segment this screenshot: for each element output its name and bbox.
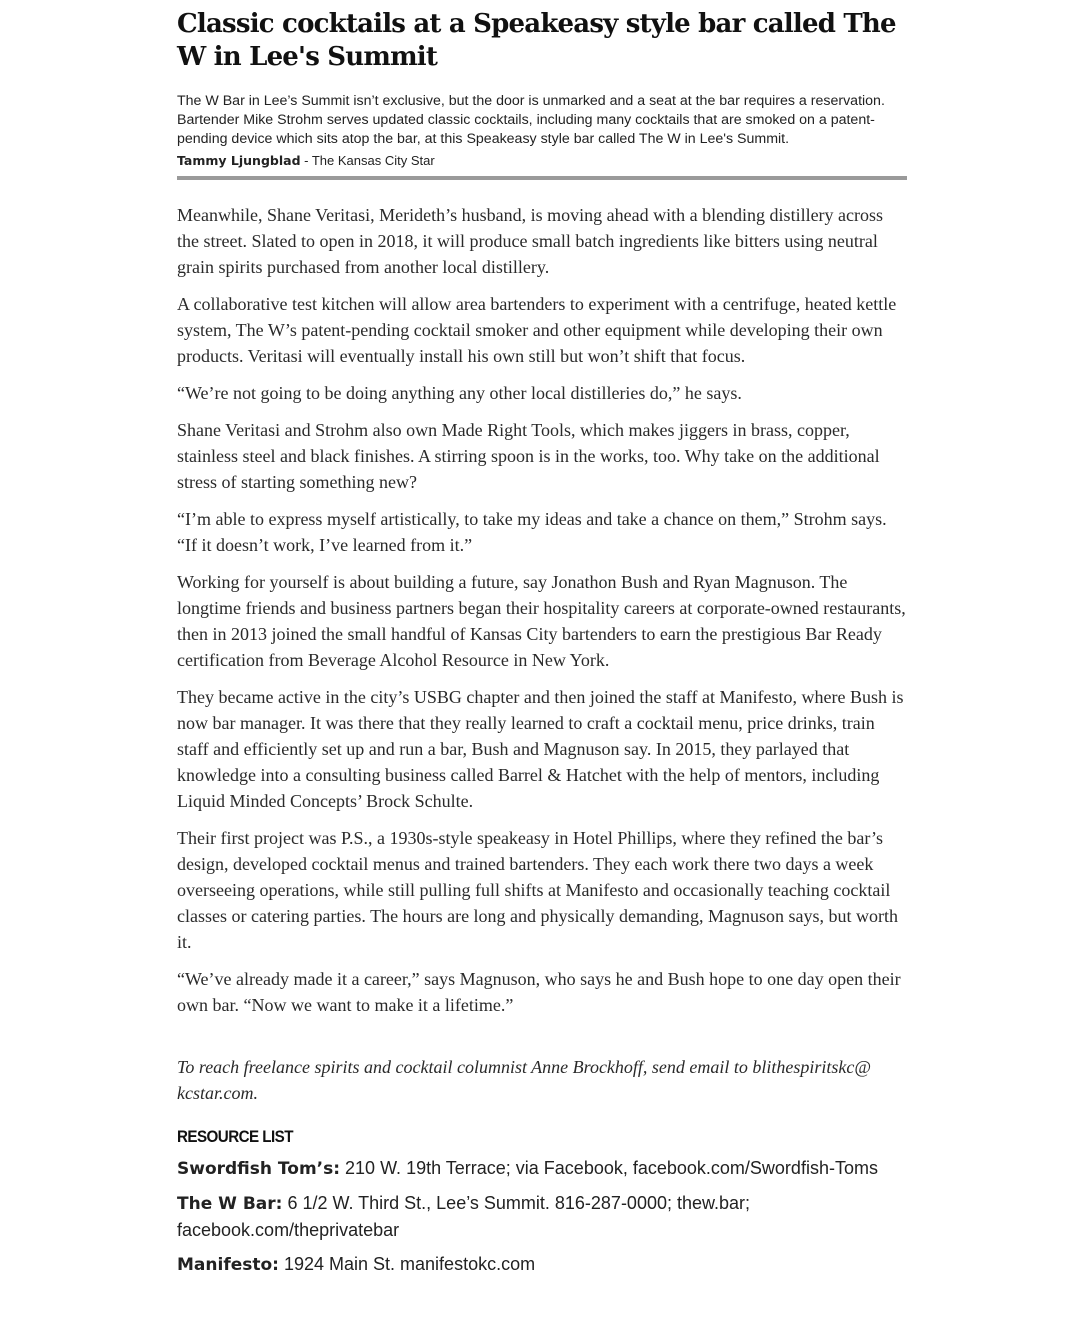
resource-name: Swordfish Tom’s: xyxy=(177,1159,341,1179)
body-paragraph: “I’m able to express myself artistically, to take my ideas and take a chance on them,” Strohm says. “If it doesn’t work, I’ve learned from it.” xyxy=(177,509,887,555)
article-column xyxy=(177,0,907,1278)
body-paragraph: Meanwhile, Shane Veritasi, Merideth’s husband, is moving ahead with a blending distillery across the street. Slated to open in 2018, it will produce small batch ingredients like bitters using neutral grain spirits purchased from another local distillery. xyxy=(177,205,884,277)
caption-divider xyxy=(177,176,907,180)
credit-source: - The Kansas City Star xyxy=(300,153,435,168)
body-paragraph: “We’re not going to be doing anything any other local distilleries do,” he says. xyxy=(177,383,742,403)
body-paragraph: Their first project was P.S., a 1930s-style speakeasy in Hotel Phillips, where they refined the bar’s design, developed cocktail menus and trained bartenders. They each work there two days a week overseeing operations, while still pulling full shifts at Manifesto and occasionally teaching cocktail classes or catering parties. The hours are long and physically demanding, Magnuson says, but worth it. xyxy=(177,828,899,952)
resource-detail: 1924 Main St. manifestokc.com xyxy=(278,1254,536,1274)
photo-credit xyxy=(177,153,907,168)
photographer-name: Tammy Ljungblad xyxy=(177,153,301,168)
resource-list-heading: RESOURCE LIST xyxy=(177,1128,293,1146)
body-paragraph: “We’ve already made it a career,” says Magnuson, who says he and Bush hope to one day open their own bar. “Now we want to make it a lifetime.” xyxy=(177,969,901,1015)
body-paragraph: Shane Veritasi and Strohm also own Made Right Tools, which makes jiggers in brass, copper, stainless steel and black finishes. A stirring spoon is in the works, too. Why take on the additional stress of starting something new? xyxy=(177,420,880,492)
resource-item xyxy=(177,1155,907,1182)
photo-headline: Classic cocktails at a Speakeasy style bar called The W in Lee's Summit xyxy=(177,9,896,72)
author-tagline: To reach freelance spirits and cocktail columnist Anne Brockhoff, send email to blithespiritskc@ kcstar.com. xyxy=(177,1057,871,1103)
photo-caption: The W Bar in Lee’s Summit isn’t exclusive, but the door is unmarked and a seat at the bar requires a reservation. Bartender Mike Strohm serves updated classic cocktails, including many cocktails that are smoked on a patent-pending device which sits atop the bar, at this Speakeasy style bar called The W in Lee's Summit. xyxy=(177,93,885,147)
resource-detail: 6 1/2 W. Third St., Lee’s Summit. 816-287-0000; thew.bar; facebook.com/theprivatebar xyxy=(177,1193,751,1240)
body-paragraph: A collaborative test kitchen will allow area bartenders to experiment with a centrifuge, heated kettle system, The W’s patent-pending cocktail smoker and other equipment while developing their own products. Veritasi will eventually install his own still but won’t shift that focus. xyxy=(177,294,897,366)
resource-name: Manifesto: xyxy=(177,1255,279,1275)
article-body xyxy=(177,202,907,1018)
resource-detail: 210 W. 19th Terrace; via Facebook, facebook.com/Swordfish-Toms xyxy=(340,1158,878,1178)
resource-item xyxy=(177,1190,907,1243)
body-paragraph: They became active in the city’s USBG chapter and then joined the staff at Manifesto, where Bush is now bar manager. It was there that they really learned to craft a cocktail menu, price drinks, train staff and efficiently set up and run a bar, Bush and Magnuson say. In 2015, they parlayed that knowledge into a consulting business called Barrel & Hatchet with the help of mentors, including Liquid Minded Concepts’ Brock Schulte. xyxy=(177,687,904,811)
resource-item xyxy=(177,1251,907,1278)
body-paragraph: Working for yourself is about building a future, say Jonathon Bush and Ryan Magnuson. The longtime friends and business partners began their hospitality careers at corporate-owned restaurants, then in 2013 joined the small handful of Kansas City bartenders to earn the prestigious Bar Ready certification from Beverage Alcohol Resource in New York. xyxy=(177,572,906,670)
resource-name: The W Bar: xyxy=(177,1194,283,1214)
